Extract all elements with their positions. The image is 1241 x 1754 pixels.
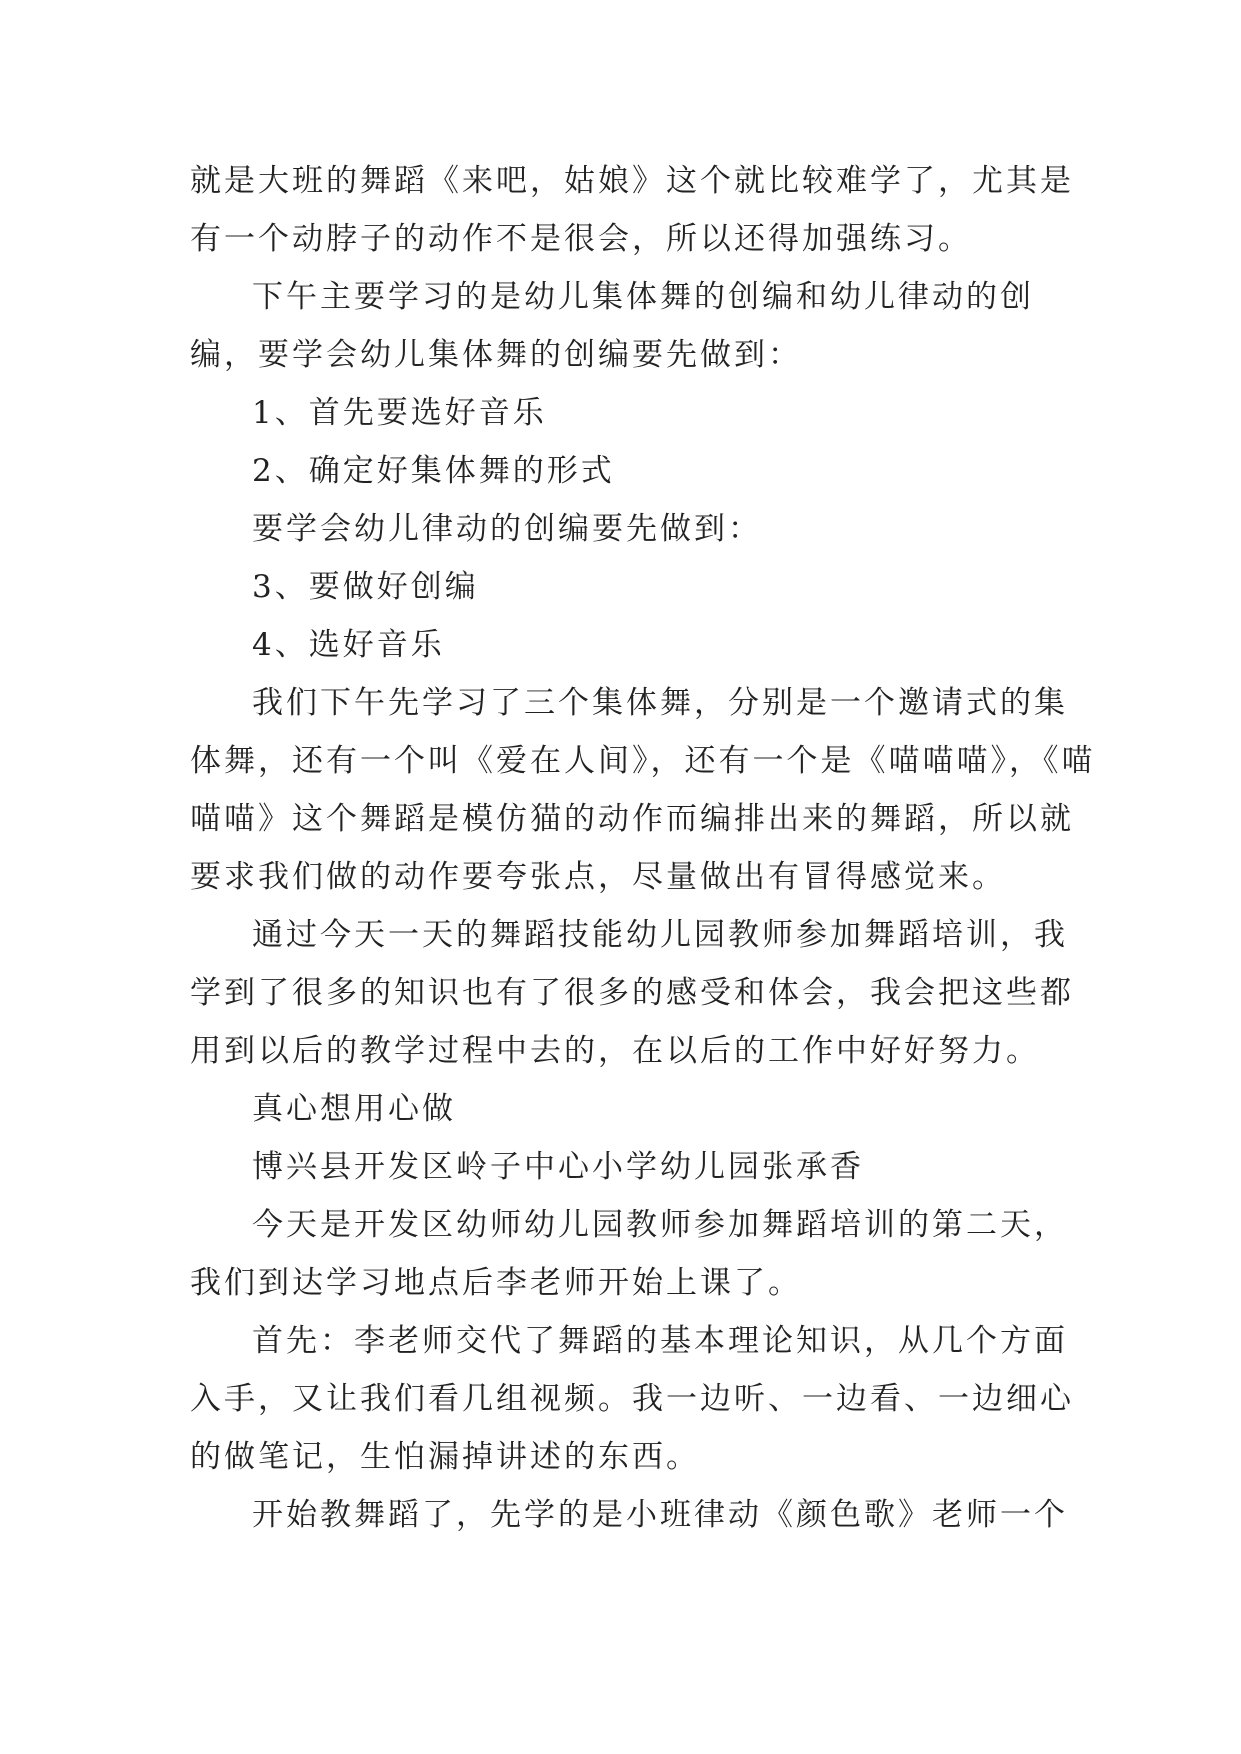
text-line: 要求我们做的动作要夸张点，尽量做出有冒得感觉来。 [190,859,1006,895]
paragraph-start-line: 要学会幼儿律动的创编要先做到： [252,511,762,547]
list-item: 1、首先要选好音乐 [252,395,547,431]
text-line: 编，要学会幼儿集体舞的创编要先做到： [190,337,802,373]
paragraph-start-line: 首先：李老师交代了舞蹈的基本理论知识，从几个方面 [252,1323,1068,1359]
text-line: 就是大班的舞蹈《来吧，姑娘》这个就比较难学了，尤其是 [190,163,1074,199]
text-line: 用到以后的教学过程中去的，在以后的工作中好好努力。 [190,1033,1040,1069]
paragraph-start-line: 开始教舞蹈了，先学的是小班律动《颜色歌》老师一个 [252,1497,1068,1533]
text-line: 的做笔记，生怕漏掉讲述的东西。 [190,1439,700,1475]
list-item: 2、确定好集体舞的形式 [252,453,615,489]
list-item: 3、要做好创编 [252,569,479,605]
document-body [190,152,1096,1544]
author-line: 博兴县开发区岭子中心小学幼儿园张承香 [252,1149,864,1185]
text-line: 有一个动脖子的动作不是很会，所以还得加强练习。 [190,221,972,257]
list-item: 4、选好音乐 [252,627,445,663]
section-title: 真心想用心做 [252,1091,456,1127]
paragraph-start-line: 我们下午先学习了三个集体舞，分别是一个邀请式的集 [252,685,1068,721]
text-line: 我们到达学习地点后李老师开始上课了。 [190,1265,802,1301]
text-line: 喵喵》这个舞蹈是模仿猫的动作而编排出来的舞蹈，所以就 [190,801,1074,837]
text-line: 体舞，还有一个叫《爱在人间》，还有一个是《喵喵喵》，《喵 [190,743,1096,779]
text-line: 学到了很多的知识也有了很多的感受和体会，我会把这些都 [190,975,1074,1011]
paragraph-start-line: 今天是开发区幼师幼儿园教师参加舞蹈培训的第二天， [252,1207,1068,1243]
text-line: 入手，又让我们看几组视频。我一边听、一边看、一边细心 [190,1381,1074,1417]
paragraph-start-line: 通过今天一天的舞蹈技能幼儿园教师参加舞蹈培训，我 [252,917,1068,953]
paragraph-start-line: 下午主要学习的是幼儿集体舞的创编和幼儿律动的创 [252,279,1034,315]
